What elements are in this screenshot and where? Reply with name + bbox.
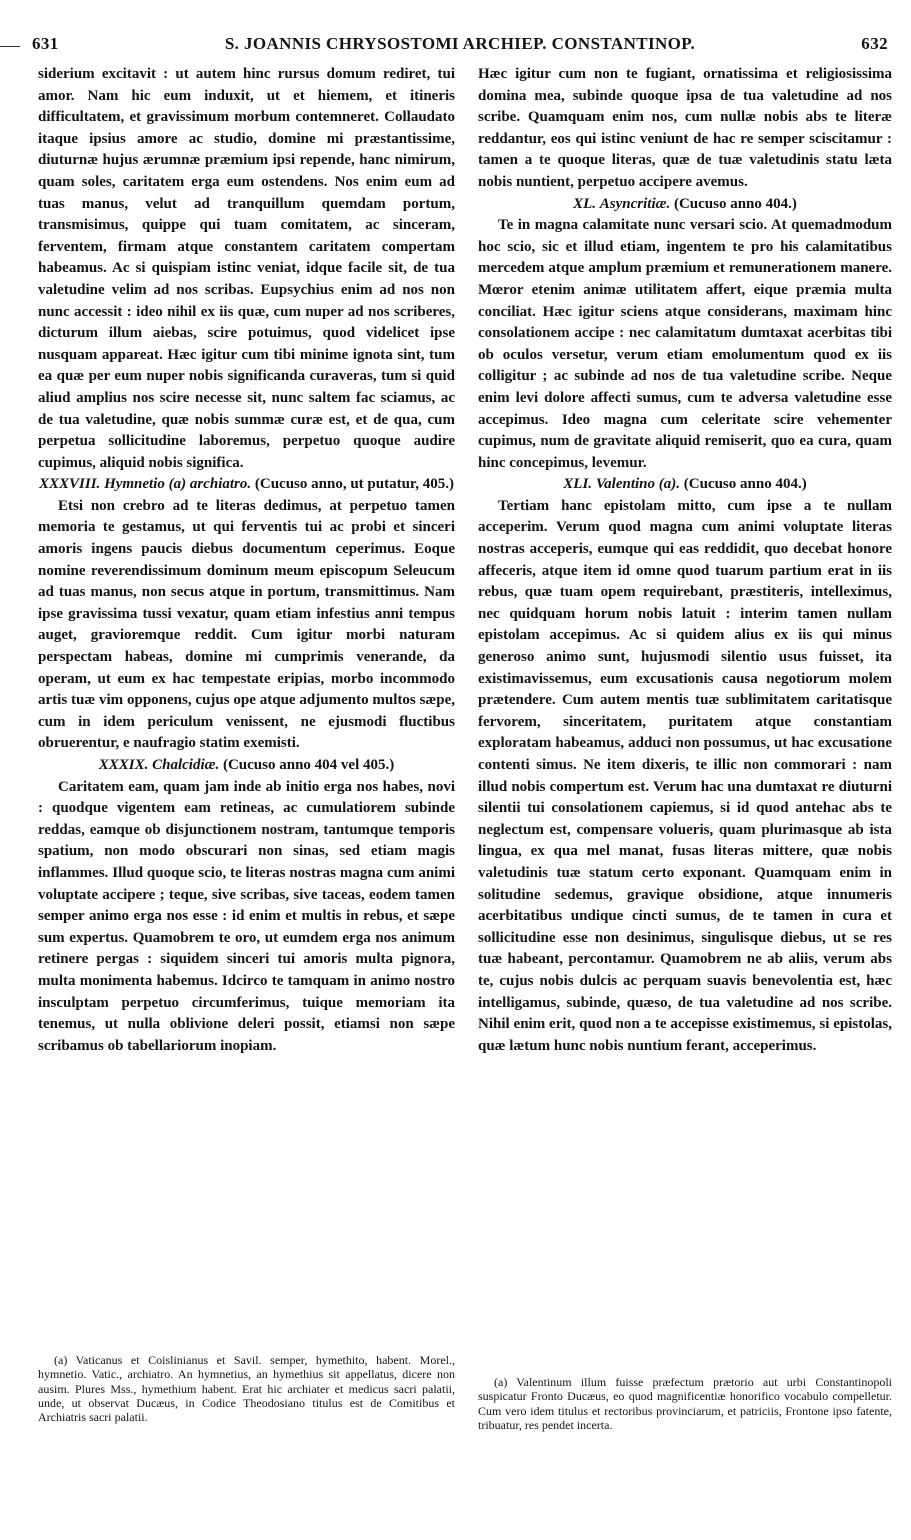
letter-38-heading bbox=[38, 474, 455, 496]
letter-41-number: XLI. bbox=[563, 476, 593, 493]
letter-39-ending: Hæc igitur cum non te fugiant, ornatissima et religiosissima domina mea, subinde quoque ipsa de tua valetudine ad nos scribe. Quamquam enim nos, cum nullæ nobis abs te literæ reddantur, eos qui istinc veniunt de hac re semper sciscitamur : tamen a te quoque literas, quæ de tuæ valetudinis statu læta nobis nuntient, perpetuo accipere avemus. bbox=[478, 66, 892, 190]
right-footnote bbox=[478, 1375, 892, 1432]
letter-41-date: (Cucuso anno 404.) bbox=[683, 476, 807, 493]
letter-40-number: XL. bbox=[573, 195, 597, 212]
letter-39-addressee: Chalcidiæ. bbox=[152, 757, 220, 773]
letter-40-heading bbox=[478, 194, 892, 216]
margin-mark bbox=[0, 46, 20, 47]
page-header bbox=[32, 34, 888, 58]
footnote-hymnetio: (a) Vaticanus et Coislinianus et Savil. semper, hymethito, habent. Morel., hymnetio. Vatic., archiatro. An hymnetius, an hymethius sit appellatus, dicere non ausim. Plures Mss., hymethium habent. Erat hic archiater et medicus sacri palatii, unde, ut observat Ducæus, in Codice Theodosiano titulus est de Comitibus et Archiatris sacri palatii. bbox=[38, 1353, 455, 1425]
letter-39-body: Caritatem eam, quam jam inde ab initio erga nos habes, novi : quodque vigentem eam retineas, ac cumulatiorem subinde reddas, eamque ob disjunctionem nostram, tantumque temporis spatium, non modo obscurari non sinas, sed etiam magis inflammes. Illud quoque scio, te literas nostras magna cum animi voluptate accipere ; teque, sive scribas, sive taceas, eodem tamen semper animo erga nos esse : id enim et multis in rebus, et sæpe sum expertus. Quamobrem te oro, ut eumdem erga nos animum retinere pergas : siquidem sinceri tui amoris multa pignora, multa monimenta habemus. Idcirco te tamquam in animo nostro insculptam perpetuo circumferimus, tuique memoriam ita tenemus, ut nulla oblivione deleri possit, etiamsi non sæpe scribamus ob tabellariorum inopiam. bbox=[38, 778, 455, 1054]
letter-40-addressee: Asyncritiæ. bbox=[599, 195, 671, 212]
letter-41-addressee: Valentino (a). bbox=[595, 476, 680, 493]
letter-41-body: Tertiam hanc epistolam mitto, cum ipse a te nullam acceperim. Verum quod magna cum animi voluptate literas nostras acceperis, eumque qui eas reddidit, quo decebat honore affeceris, atque item id omne quod tuarum partium erat in iis rebus, quæ tuam opem requirebant, præstiteris, intelleximus, nec quidquam horum nobis latuit : interim tamen nullam epistolam accepimus. Ac si quidem alius ex iis qui minus generoso animo sunt, hujusmodi silentio usus fuisset, ita existimavissemus, eum excusationis causa negotiorum molem prætendere. Cum autem mentis tuæ sublimitatem caritatisque fervorem, sinceritatem, puritatem atque constantiam exploratam habeamus, adduci non possumus, ut hac excusatione contenti simus. Ne item dixeris, te illic non commorari : nam illud nobis compertum est. Verum hac una dumtaxat re diuturni silentii tui consolationem capiemus, si id quod antehac abs te neglectum est, compensare volueris, quam plurimasque ab ista lingua, ex qua mel manat, fusas literas mittere, quæ nobis valetudinis tuæ statum certo exponant. Quamquam enim in solitudine sedemus, gravique obsidione, atque innumeris acerbitatibus undique cincti sumus, de te tamen in cura et sollicitudine esse non desinimus, singulisque diebus, ut se res tuæ habeant, percontamur. Quamobrem ne ab aliis, verum abs te, cujus nobis dulcis ac perquam suavis benevolentia est, hæc intelligamus, subinde, quæso, de tua valetudine ad nos scribe. Nihil enim erit, quod non a te accepisse existimemus, si epistolas, quæ lætum hunc nobis nuntium ferant, acceperimus. bbox=[478, 497, 892, 1054]
left-footnote bbox=[38, 1353, 455, 1424]
letter-40-body: Te in magna calamitate nunc versari scio. At quemadmodum hoc scio, sic et illud etiam, ingentem te pro his calamitatibus mercedem atque amplum præmium et remunerationem manere. Mœror etenim animæ utilitatem affert, eique præmia multa conciliat. Hæc igitur sciens atque considerans, maximam hinc consolationem accipe : nec calamitatum dumtaxat acerbitas tibi ob oculos versetur, verum etiam emolumentum quod ex iis colligitur ; ac subinde ad nos de tua valetudine scribe. Neque enim levi dolore affecti sumus, cum te adversa valetudine esse accepimus. Ideo magna cum celeritate scire vehementer cupimus, num de gravitate aliquid remiserit, quo ea cura, quam hinc concepimus, levemur. bbox=[478, 217, 892, 471]
letter-38-addressee: Hymnetio (a) archiatro. bbox=[104, 476, 252, 493]
letter-38-body: Etsi non crebro ad te literas dedimus, at perpetuo tamen memoria te gestamus, ut qui ferventis tui ac probi et sinceri amoris ingens paucis diebus documentum ceperimus. Eoque nomine reverendissimum dominum meum episcopum Seleucum ad tuas manus, non secus atque in portum, transmittimus. Nam ipse gravissima tussi vexatur, quam etiam infestius anni tempus auget, gravioremque reddit. Cum igitur morbi naturam perspectam habeas, domine mi cumprimis venerande, da operam, ut eum ex hac tempestate eripias, morbo incommodo artis tuæ vim opponens, cujus ope atque adjumento multos sæpe, cum in idem periculum venissent, ne ejusmodi fluctibus obruerentur, e naufragio statim exemisti. bbox=[38, 497, 455, 752]
letter-39-number: XXXIX. bbox=[98, 757, 149, 773]
letter-38-date: (Cucuso anno, ut putatur, 405.) bbox=[254, 476, 454, 493]
letter-39-date: (Cucuso anno 404 vel 405.) bbox=[222, 757, 395, 773]
letter-40-date: (Cucuso anno 404.) bbox=[673, 195, 797, 212]
letter-38-number: XXXVIII. bbox=[39, 476, 101, 493]
letter-39-heading bbox=[38, 755, 455, 777]
page-number-right: 632 bbox=[861, 34, 888, 53]
page-number-left: 631 bbox=[32, 34, 59, 53]
running-title: S. JOANNIS CHRYSOSTOMI ARCHIEP. CONSTANTINOP. bbox=[224, 34, 696, 53]
letter-37-ending: siderium excitavit : ut autem hinc rursus domum rediret, tui amor. Nam hic eum induxit, ut et hiemem, et itineris difficultatem, et gravissimum morbum contemneret. Collaudato itaque ipsius amore ac studio, domine mi præstantissime, diuturnæ hujus ærumnæ præmium ipsi repende, hanc nimirum, quam soles, caritatem erga eum ostendens. Nos enim eum ad tuas manus, velut ad tranquillum quemdam portum, transmisimus, quippe qui tuam comitatem, ac sinceram, ferventem, firmam atque constantem caritatem compertam habeamus. Ac si quispiam istinc veniat, idque facile sit, de tua valetudine velim ad nos scribas. Eupsychius enim ad nos non nunc accessit : ideo nihil ex iis quæ, cum nuper ad nos scriberes, dicturum illum aiebas, scire potuimus, quod videlicet ipse nusquam appareat. Hæc igitur cum tibi minime ignota sint, tum ea quæ per eum nuper nobis significanda curaveras, tum si quid aliud amplius nos scire necesse sit, nunc saltem fac sciamus, ac de tua valetudine, quæ nobis summæ curæ est, et de qua, cum perpetua sollicitudine laboremus, perpetuo quoque audire cupimus, aliquid nobis significa. bbox=[38, 66, 455, 471]
right-column bbox=[478, 64, 892, 1057]
left-column bbox=[38, 64, 455, 1057]
letter-41-heading bbox=[478, 474, 892, 496]
footnote-valentino: (a) Valentinum illum fuisse præfectum prætorio aut urbi Constantinopoli suspicatur Fronto Ducæus, eo quod magnificentiæ honorifico vocabulo compelletur. Cum vero idem titulus et rectoribus provinciarum, et patriciis, Frontone ipso fatente, tribuatur, res pendet incerta. bbox=[478, 1375, 892, 1432]
